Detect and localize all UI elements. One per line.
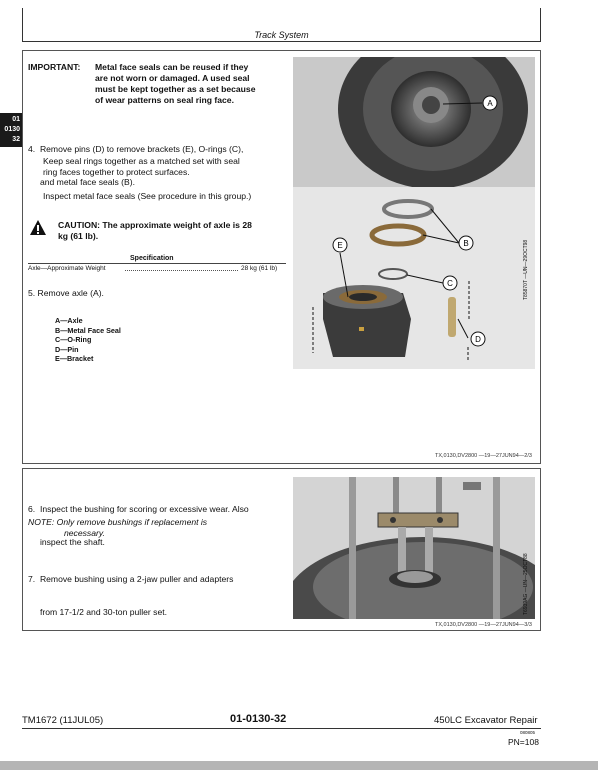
- footer-manual-id: TM1672 (11JUL05): [22, 715, 104, 726]
- figure-2-code: T6939AG —UN—25OCT88: [523, 553, 529, 615]
- legend-item: B—Metal Face Seal: [55, 325, 121, 335]
- legend-item: D—Pin: [55, 344, 79, 354]
- callout-e: E: [337, 241, 343, 250]
- bushing-puller-figure: [293, 477, 535, 619]
- step-5: 5. Remove axle (A).: [28, 288, 104, 298]
- keep-seal-text: [43, 156, 240, 178]
- keep-line: ring faces together to protect surfaces.: [43, 167, 190, 177]
- callout-b: B: [463, 239, 469, 248]
- note-label: [28, 517, 207, 539]
- spec-rule: [28, 263, 286, 264]
- page-header-title: Track System: [254, 30, 309, 40]
- spec-leader: [125, 270, 238, 271]
- spec-value: 28 kg (61 lb): [241, 265, 278, 272]
- note-line: NOTE: Only remove bushings if replacement is: [28, 517, 208, 527]
- step-4-line: 4. Remove pins (D) to remove brackets (E), O-rings (C),: [28, 144, 244, 154]
- reference-code-1: TX,0130,DV2800 —19—27JUN94—2/3: [435, 453, 532, 459]
- legend-item: A—Axle: [55, 316, 83, 325]
- caution-line: CAUTION: The approximate weight of axle is 28: [58, 220, 252, 230]
- caution-line: kg (61 lb).: [58, 231, 99, 241]
- callout-d: D: [475, 335, 481, 344]
- legend-item: C—O-Ring: [55, 335, 92, 344]
- legend-item: E—Bracket: [55, 354, 94, 363]
- important-line: of wear patterns on seal ring face.: [95, 95, 234, 105]
- tab-line-1: 01: [12, 116, 20, 123]
- reference-code-2: TX,0130,DV2800 —19—27JUN94—3/3: [435, 622, 532, 628]
- step-7-line: from 17-1/2 and 30-ton puller set.: [28, 607, 168, 617]
- legend: [55, 316, 121, 364]
- important-line: are not worn or damaged. A used seal: [95, 73, 250, 83]
- inspect-text: Inspect metal face seals (See procedure in this group.): [43, 191, 252, 201]
- footer-rule: [22, 728, 541, 729]
- step-7-line: 7. Remove bushing using a 2-jaw puller and adapters: [28, 574, 234, 584]
- footer-manual-title: 450LC Excavator Repair: [434, 715, 538, 726]
- important-line: Metal face seals can be reused if they: [95, 62, 249, 72]
- spec-title: Specification: [130, 255, 174, 262]
- important-line: must be kept together as a set because: [95, 84, 256, 94]
- tab-line-2: 0130: [4, 126, 20, 133]
- callout-c: C: [447, 279, 453, 288]
- bottom-bar: [0, 761, 598, 770]
- important-text: [95, 62, 295, 106]
- axle-seal-figure: [293, 57, 535, 369]
- important-label: IMPORTANT:: [28, 62, 81, 72]
- step-6-line: 6. Inspect the bushing for scoring or excessive wear. Also: [28, 504, 249, 514]
- footer-page-number: 01-0130-32: [230, 713, 287, 725]
- keep-line: Keep seal rings together as a matched set with seal: [43, 156, 240, 166]
- figure-1-code: T85870T —UN—29OCT98: [523, 239, 529, 300]
- caution-text: [58, 220, 252, 242]
- warning-triangle-icon: [29, 219, 47, 236]
- tab-line-3: 32: [12, 136, 20, 143]
- spec-item: Axle—Approximate Weight: [28, 265, 106, 272]
- note-line: necessary.: [64, 528, 105, 538]
- footer-pn: PN=108: [508, 737, 539, 747]
- callout-a: A: [487, 99, 493, 108]
- step-4-line: and metal face seals (B).: [28, 177, 135, 187]
- header-rule: [22, 41, 541, 42]
- section-tab: [0, 113, 22, 147]
- step-6-line: inspect the shaft.: [28, 537, 105, 547]
- footer-date-code: 080805: [520, 730, 536, 735]
- step-7: [28, 552, 233, 629]
